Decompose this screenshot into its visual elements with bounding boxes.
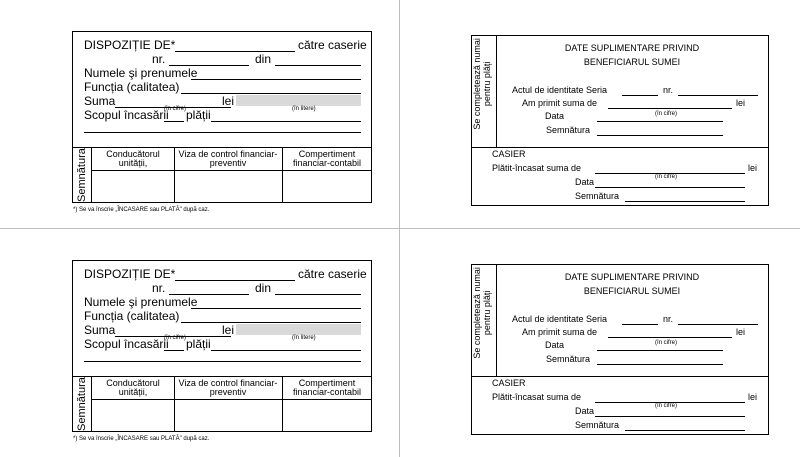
supplementary-box [471, 264, 769, 435]
paid-label: Plătit-încasat suma de [492, 163, 582, 173]
amount-label: Suma [84, 94, 116, 108]
purpose-short-line [164, 350, 184, 351]
function-blank-line [181, 93, 361, 94]
extra-blank-line [84, 132, 361, 133]
supplementary-form-bottom [400, 229, 800, 457]
received-in-cifre: (în cifre) [655, 340, 678, 346]
supplementary-title-2: BENEFICIARUL SUMEI [583, 57, 681, 67]
disposition-box [72, 31, 372, 203]
disposition-form-top [0, 0, 399, 228]
din-label: din [255, 281, 272, 295]
paid-in-cifre: (în cifre) [655, 403, 678, 409]
cashier-signature-label: Semnătura [575, 191, 620, 201]
function-label: Funcția (calitatea) [84, 80, 180, 94]
received-blank [608, 337, 732, 338]
id-nr-label: nr. [663, 314, 674, 324]
signature-col-divider-c [282, 376, 283, 431]
supplementary-box [471, 35, 769, 206]
purpose-suffix: plății [186, 108, 211, 122]
disposition-form-bottom [0, 229, 399, 457]
function-label: Funcția (calitatea) [84, 309, 180, 323]
din-label: din [255, 52, 272, 66]
type-blank-line [175, 280, 295, 281]
footnote: *) Se va înscrie „ÎNCASARE sau PLATĂ" după caz. [73, 207, 210, 213]
id-series-label: Actul de identitate Seria [512, 85, 608, 95]
in-litere-note: (în litere) [292, 335, 316, 341]
supplementary-form-top [400, 0, 800, 228]
paid-in-cifre: (în cifre) [655, 174, 678, 180]
received-label: Am primit suma de [522, 98, 598, 108]
date-blank [597, 121, 723, 122]
amount-words-field [236, 95, 361, 106]
cashier-date-blank [595, 187, 745, 188]
col-head-accounting: Compertiment financiar-contabil [292, 149, 362, 168]
in-cifre-note: (în cifre) [164, 106, 187, 112]
purpose-prefix: Scopul încasării [84, 108, 169, 122]
function-blank-line [181, 322, 361, 323]
signature-blank [597, 364, 723, 365]
signature-col-divider-a [91, 147, 92, 202]
nr-label: nr. [152, 281, 166, 295]
name-label: Numele şi prenumele [84, 66, 198, 80]
received-lei: lei [736, 327, 746, 337]
to-cashier-label: către caserie [298, 38, 367, 52]
extra-blank-line [84, 361, 361, 362]
cashier-label: CASIER [492, 149, 526, 159]
nr-label: nr. [152, 52, 166, 66]
footnote: *) Se va înscrie „ÎNCASARE sau PLATĂ" după caz. [73, 436, 210, 442]
cashier-signature-blank [625, 430, 745, 431]
side-label: Se completează numai pentru plăți [472, 267, 492, 359]
id-nr-blank [678, 324, 758, 325]
lei-label: lei [222, 94, 235, 108]
cashier-label: CASIER [492, 378, 526, 388]
paid-lei: lei [748, 392, 758, 402]
signature-col-divider-b [174, 147, 175, 202]
supplementary-title-1: DATE SUPLIMENTARE PRIVIND [564, 43, 700, 53]
paid-label: Plătit-încasat suma de [492, 392, 582, 402]
signature-col-divider-a [91, 376, 92, 431]
received-lei: lei [736, 98, 746, 108]
amount-words-field [236, 324, 361, 335]
disposition-box [72, 260, 372, 432]
signature-vertical-label: Semnătura [75, 377, 88, 431]
id-series-blank [622, 324, 658, 325]
name-blank-line [191, 79, 361, 80]
col-head-leader: Conducătorul unității, [106, 149, 160, 168]
cashier-divider [472, 376, 768, 377]
din-blank-line [275, 294, 361, 295]
cashier-divider [472, 147, 768, 148]
purpose-blank-line [211, 350, 361, 351]
cashier-signature-blank [625, 201, 745, 202]
type-blank-line [175, 51, 295, 52]
received-blank [608, 108, 732, 109]
signature-table-top [73, 147, 371, 148]
in-litere-note: (în litere) [292, 106, 316, 112]
signature-header-line [91, 399, 371, 400]
id-nr-blank [678, 95, 758, 96]
lei-label: lei [222, 323, 235, 337]
signature-blank [597, 135, 723, 136]
signature-col-divider-b [174, 376, 175, 431]
purpose-blank-line [211, 121, 361, 122]
cashier-date-label: Data [575, 406, 595, 416]
col-head-accounting: Compertiment financiar-contabil [292, 378, 362, 397]
purpose-short-line [164, 121, 184, 122]
din-blank-line [275, 65, 361, 66]
disposition-title: DISPOZIȚIE DE* [84, 38, 176, 52]
supplementary-title-2: BENEFICIARUL SUMEI [583, 286, 681, 296]
name-blank-line [191, 308, 361, 309]
signature-table-top [73, 376, 371, 377]
date-label: Data [545, 111, 565, 121]
id-nr-label: nr. [663, 85, 674, 95]
id-series-blank [622, 95, 658, 96]
cashier-date-label: Data [575, 177, 595, 187]
cashier-date-blank [595, 416, 745, 417]
id-series-label: Actul de identitate Seria [512, 314, 608, 324]
to-cashier-label: către caserie [298, 267, 367, 281]
signature-label: Semnătura [546, 354, 591, 364]
col-head-control: Viza de control financiar-preventiv [178, 378, 278, 397]
purpose-suffix: plății [186, 337, 211, 351]
paid-lei: lei [748, 163, 758, 173]
col-head-control: Viza de control financiar-preventiv [178, 149, 278, 168]
date-blank [597, 350, 723, 351]
signature-col-divider-c [282, 147, 283, 202]
supplementary-title-1: DATE SUPLIMENTARE PRIVIND [564, 272, 700, 282]
amount-label: Suma [84, 323, 116, 337]
side-label: Se completează numai pentru plăți [472, 38, 492, 130]
disposition-title: DISPOZIȚIE DE* [84, 267, 176, 281]
in-cifre-note: (în cifre) [164, 335, 187, 341]
name-label: Numele şi prenumele [84, 295, 198, 309]
signature-vertical-label: Semnătura [75, 148, 88, 202]
cashier-signature-label: Semnătura [575, 420, 620, 430]
signature-header-line [91, 170, 371, 171]
purpose-prefix: Scopul încasării [84, 337, 169, 351]
col-head-leader: Conducătorul unității, [106, 378, 160, 397]
date-label: Data [545, 340, 565, 350]
received-label: Am primit suma de [522, 327, 598, 337]
received-in-cifre: (în cifre) [655, 111, 678, 117]
signature-label: Semnătura [546, 125, 591, 135]
